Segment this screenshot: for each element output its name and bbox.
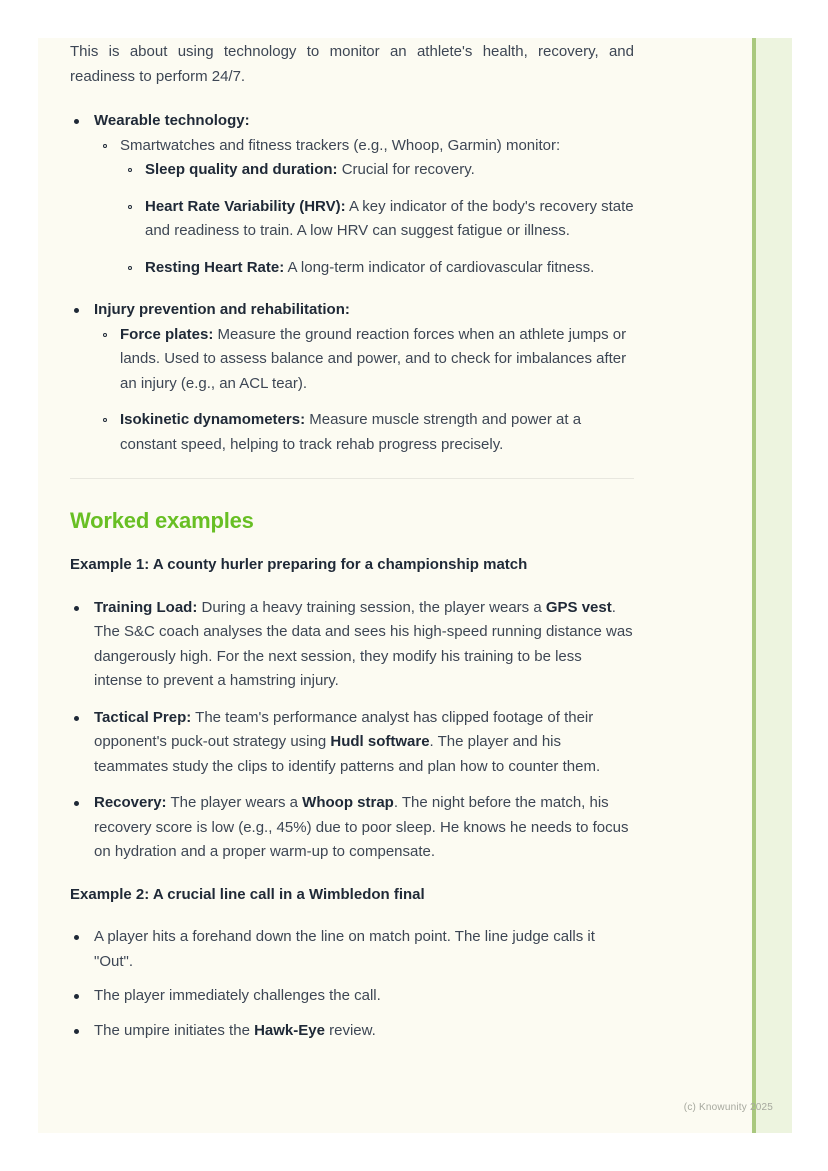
list-item-force-plates	[70, 323, 634, 397]
list-item-text: Force plates: Measure the ground reaction forces when an athlete jumps or lands. Used to assess balance and power, and to check for imbalances after an injury (e.g., an ACL tear).	[120, 325, 627, 392]
bullet-icon	[128, 266, 132, 270]
copyright-watermark: (c) Knowunity 2025	[683, 1102, 773, 1113]
list-item-text: A player hits a forehand down the line on match point. The line judge calls it "Out".	[94, 928, 595, 970]
bullet-icon	[74, 119, 79, 124]
bullet-icon	[103, 144, 107, 148]
list-item-hawk-eye-review	[70, 1019, 634, 1044]
list-item-injury-prevention	[70, 298, 634, 323]
section-heading-worked-examples: Worked examples	[70, 508, 254, 533]
list-item-text: Sleep quality and duration: Crucial for recovery.	[145, 161, 475, 178]
list-item-text: Heart Rate Variability (HRV): A key indicator of the body's recovery state and readiness to train. A low HRV can suggest fatigue or illness.	[145, 197, 634, 239]
list-item-resting-heart-rate	[70, 256, 634, 281]
list-item-sleep-quality	[70, 158, 634, 183]
list-item-isokinetic-dynamometers	[70, 408, 634, 457]
bullet-icon	[74, 935, 79, 940]
section-divider	[70, 478, 634, 479]
list-item-recovery	[70, 791, 634, 865]
intro-paragraph: This is about using technology to monitor an athlete's health, recovery, and readiness to perform 24/7.	[70, 43, 634, 85]
bullet-icon	[103, 333, 107, 337]
bullet-icon	[128, 205, 132, 209]
list-item-text: Smartwatches and fitness trackers (e.g., Whoop, Garmin) monitor:	[120, 136, 561, 154]
example2-title: Example 2: A crucial line call in a Wimbledon final	[70, 885, 425, 903]
example1-title: Example 1: A county hurler preparing for a championship match	[70, 556, 528, 573]
document-page	[38, 38, 792, 1133]
bullet-icon	[74, 308, 79, 313]
bullet-icon	[74, 1029, 79, 1034]
list-item-wearable-technology	[70, 109, 634, 134]
list-item-text: The umpire initiates the Hawk-Eye review.	[94, 1021, 376, 1039]
list-item-challenge	[70, 984, 634, 1009]
bullet-icon	[74, 716, 79, 721]
list-item-training-load	[70, 596, 634, 694]
list-item-title: Injury prevention and rehabilitation:	[94, 301, 350, 318]
list-item-smartwatches	[70, 134, 634, 159]
list-item-text: Resting Heart Rate: A long-term indicator of cardiovascular fitness.	[145, 258, 595, 276]
list-item-text: Isokinetic dynamometers: Measure muscle strength and power at a constant speed, helping to track rehab progress precisely.	[120, 411, 582, 453]
bullet-icon	[74, 801, 79, 806]
list-item-hrv	[70, 195, 634, 244]
list-item-text: Recovery: The player wears a Whoop strap. The night before the match, his recovery score is low (e.g., 45%) due to poor sleep. He knows he needs to focus on hydration and a proper warm-up to compensate.	[94, 794, 629, 860]
list-item-text: Tactical Prep: The team's performance analyst has clipped footage of their opponent's puck-out strategy using Hudl software. The player and his teammates study the clips to identify patterns and plan how to counter them.	[94, 708, 601, 775]
bullet-icon	[103, 418, 107, 422]
bullet-icon	[74, 994, 79, 999]
list-item-text: The player immediately challenges the call.	[94, 987, 381, 1004]
list-item-text: Training Load: During a heavy training session, the player wears a GPS vest. The S&C coach analyses the data and sees his high-speed running distance was dangerously high. For the next session, they modify his training to be less intense to prevent a hamstring injury.	[94, 598, 633, 689]
bullet-icon	[128, 168, 132, 172]
bullet-icon	[74, 606, 79, 611]
page-content	[38, 38, 792, 1043]
list-item-title: Wearable technology:	[94, 112, 250, 129]
list-item-line-call	[70, 925, 634, 974]
list-item-tactical-prep	[70, 706, 634, 780]
